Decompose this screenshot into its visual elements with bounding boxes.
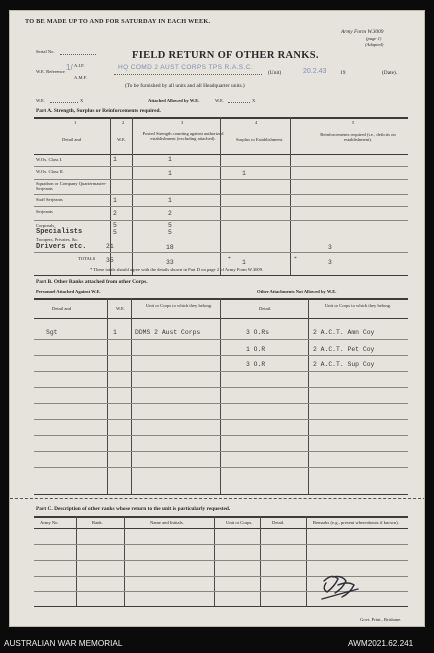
row-posted: 1 [168, 197, 172, 204]
row-we: 1 [113, 156, 117, 163]
part-a-header-surplus: Surplus to Establishment. [236, 137, 284, 142]
we-reference-value: 1/ [66, 63, 73, 72]
we-line-1 [50, 102, 78, 103]
totals-star-2: * [294, 256, 297, 262]
row-detail: Squadron or Company Quartermaster-Serjeants [36, 181, 107, 191]
unit-line [114, 74, 262, 75]
row-detail: Staff Serjeants [36, 197, 63, 202]
row-rule [34, 166, 408, 167]
part-c-header-remarks: Remarks (e.g., present whereabouts if known). [313, 520, 399, 525]
signature [318, 571, 364, 605]
attached-we: 1 [113, 329, 117, 336]
part-b-row-rule [34, 419, 408, 420]
unit-value: HQ COMD 2 AUST CORPS TPS R.A.S.C. [118, 64, 254, 71]
date-label: (Date). [382, 70, 398, 76]
notice-text: TO BE MADE UP TO AND FOR SATURDAY IN EACH WEEK. [25, 18, 211, 25]
serial-label: Serial No. [36, 49, 55, 54]
part-c-header-detail: Detail. [272, 520, 285, 525]
part-b-row-rule [34, 371, 408, 372]
part-b-title: Part B. Other Ranks attached from other Corps. [36, 279, 148, 285]
attached-detail: Sgt [46, 329, 58, 336]
other-unit: 2 A.C.T. Sup Coy [313, 361, 375, 368]
part-c-header-name: Name and Initials. [150, 520, 184, 525]
row-we: 5 [113, 229, 117, 236]
part-c-header-unit: Unit or Corps. [226, 520, 253, 525]
totals-surplus: 1 [242, 259, 246, 266]
part-b-header-unit: Unit or Corps to which they belong. [145, 303, 213, 308]
archive-footer [0, 630, 434, 653]
part-a-header-reinforcements: Reinforcements required (i.e., deficits on establishment). [320, 132, 396, 142]
row-rule [34, 179, 408, 180]
part-a-top-rule [34, 117, 408, 119]
other-unit: 2 A.C.T. Pet Coy [313, 346, 375, 353]
row-detail: W.Os. Class I. [36, 157, 63, 162]
row-detail: Corporals [36, 223, 55, 228]
part-a-header-rule [34, 154, 408, 155]
row-rule [34, 220, 408, 221]
part-a-title: Part A. Strength, Surplus or Reinforcements required. [36, 108, 161, 114]
x-mark-2: X [252, 98, 256, 103]
row-posted: 18 [166, 244, 174, 251]
part-b-row-rule [34, 451, 408, 452]
other-unit: 2 A.C.T. Amn Coy [313, 329, 375, 336]
row-detail: W.Os. Class II. [36, 169, 64, 174]
part-a-header-posted: Posted Strength counting against authorized establishment (excluding attached). [142, 131, 224, 141]
row-posted: 5 [168, 229, 172, 236]
we-label-2: W.E. [215, 98, 225, 103]
row-posted: 1 [168, 170, 172, 177]
part-c-vline-1 [76, 516, 77, 606]
row-rule [34, 194, 408, 195]
part-a-header-detail: Detail and [62, 137, 82, 142]
part-c-vline-2 [124, 516, 125, 606]
part-c-header-rank: Rank. [92, 520, 103, 525]
col-num-2: 2 [122, 120, 125, 125]
part-b-row-rule [34, 403, 408, 404]
attached-unit: DDMS 2 Aust Corps [135, 329, 201, 336]
x-mark-1: X [80, 98, 84, 103]
col-num-1: 1 [74, 120, 77, 125]
army-form-number: Army Form W.3009 [341, 29, 384, 35]
part-b-header-unit2: Unit or Corps to which they belong. [324, 303, 392, 308]
adapted-note: (Adapted) [365, 42, 384, 47]
row-reinf: 3 [328, 244, 332, 251]
part-b-vline-3 [220, 298, 221, 494]
row-detail: Drivers etc. [36, 243, 87, 251]
form-page [9, 10, 425, 627]
part-c-vline-3 [214, 516, 215, 606]
we-line-2 [228, 102, 250, 103]
col-num-3: 3 [181, 120, 184, 125]
totals-posted: 33 [166, 259, 174, 266]
archive-reference: AWM2021.62.241 [348, 639, 414, 648]
amf-label: A.M.F. [74, 75, 88, 80]
part-b-header-detail: Detail and [52, 306, 72, 311]
part-b-bottom-rule [34, 494, 408, 495]
part-b-vline-4 [308, 298, 309, 494]
totals-reinf: 3 [328, 259, 332, 266]
row-posted: 1 [168, 156, 172, 163]
row-detail: Specialists [36, 228, 83, 236]
row-we: 1 [113, 197, 117, 204]
part-c-header-rule [34, 528, 408, 529]
row-rule [34, 252, 408, 253]
row-surplus: 1 [242, 170, 246, 177]
row-we: 2 [113, 210, 117, 217]
part-c-bottom-rule [34, 606, 408, 607]
row-detail: Serjeants [36, 209, 53, 214]
part-a-footnote: * These totals should agree with the details shown in Part D on page 2 of Army Form W.3009. [90, 267, 264, 272]
part-b-row-rule [34, 355, 408, 356]
part-a-header-we: W.E. [117, 137, 127, 142]
totals-label: TOTALS [78, 256, 96, 261]
part-b-row-rule [34, 339, 408, 340]
part-c-row-rule [34, 560, 408, 561]
unit-label: (Unit) [268, 70, 282, 76]
we-reference-label: W.E. Reference [36, 69, 65, 74]
part-b-top-rule [34, 298, 408, 300]
part-b-header-detail2: Detail. [259, 306, 272, 311]
row-posted: 2 [168, 210, 172, 217]
archive-name: AUSTRALIAN WAR MEMORIAL [4, 639, 123, 648]
part-c-top-rule [34, 516, 408, 518]
printer-imprint: Govt. Print., Brisbane. [360, 617, 402, 622]
col-num-5: 5 [352, 120, 355, 125]
part-b-left-subtitle: Personnel Attached Against W.E. [36, 289, 101, 294]
part-b-vline-1 [107, 298, 108, 494]
part-c-row-rule [34, 544, 408, 545]
we-label-1: W.E. [36, 98, 46, 103]
part-c-vline-5 [306, 516, 307, 606]
aif-label: A.I.F. [74, 63, 85, 68]
part-b-header-we: W.E. [116, 306, 126, 311]
row-we: 5 [113, 222, 117, 229]
part-b-row-rule [34, 467, 408, 468]
date-year: 19 [340, 70, 346, 76]
part-c-header-army-no: Army No. [40, 520, 59, 525]
part-b-right-subtitle: Other Attachments Not Allowed by W.E. [257, 289, 337, 294]
furnished-note: (To be furnished by all units and all Headquarter units.) [125, 83, 245, 89]
totals-we: 35 [106, 257, 114, 264]
part-b-header-rule [34, 318, 408, 319]
part-b-row-rule [34, 387, 408, 388]
row-posted: 5 [168, 222, 172, 229]
form-title: FIELD RETURN OF OTHER RANKS. [132, 50, 319, 61]
page-number: (page 1) [366, 36, 382, 41]
other-detail: 3 O.R [246, 361, 266, 368]
row-detail: Troopers, Privates, &c. [36, 237, 79, 242]
part-b-vline-2 [131, 298, 132, 494]
totals-star-1: * [228, 256, 231, 262]
date-value: 20.2.43 [303, 68, 327, 75]
row-rule [34, 206, 408, 207]
serial-line [60, 54, 96, 55]
part-b-row-rule [34, 435, 408, 436]
part-c-title: Part C. Description of other ranks whose return to the unit is particularly requested. [36, 506, 231, 512]
part-a-bottom-rule [34, 275, 408, 276]
attached-allowed-label: Attached Allowed by W.E. [148, 98, 200, 103]
row-we: 21 [106, 243, 114, 250]
part-c-vline-4 [260, 516, 261, 606]
col-num-4: 4 [255, 120, 258, 125]
perforation-line [10, 498, 425, 499]
other-detail: 1 O.R [246, 346, 266, 353]
other-detail: 3 O.Rs [246, 329, 270, 336]
